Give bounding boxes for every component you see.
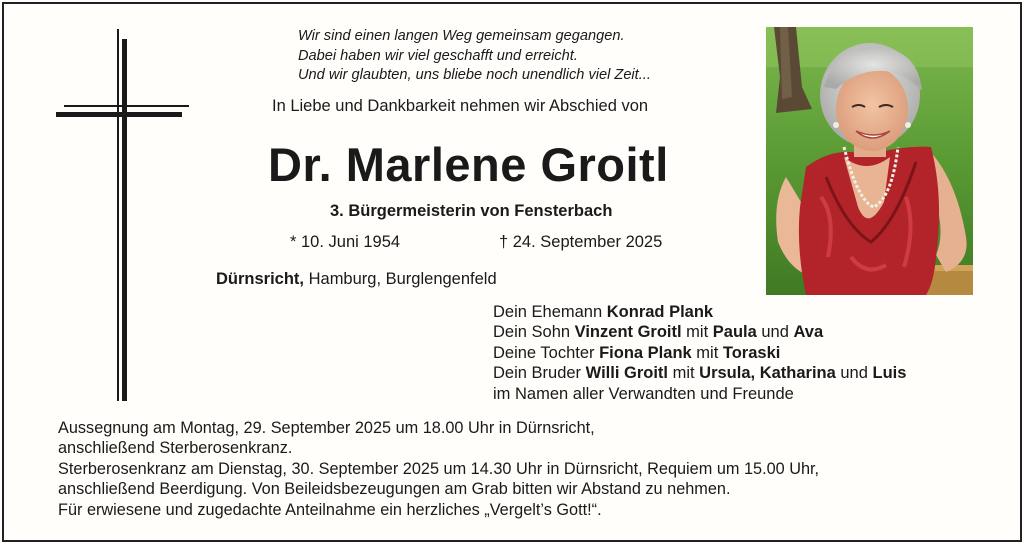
obituary-card xyxy=(2,2,1022,542)
family-name: Ursula, Katharina xyxy=(699,364,836,383)
portrait-illustration xyxy=(766,27,973,295)
family-name: Luis xyxy=(872,364,907,383)
intro-line: In Liebe und Dankbarkeit nehmen wir Abschied von xyxy=(272,97,649,115)
family-list xyxy=(493,302,906,404)
family-relation: Dein Bruder xyxy=(493,364,586,383)
service-line: Aussegnung am Montag, 29. September 2025 um 18.00 Uhr in Dürnsricht, xyxy=(58,419,595,437)
family-name: Vinzent Groitl xyxy=(574,323,682,342)
birth-date: * 10. Juni 1954 xyxy=(290,233,401,251)
family-relation: Deine Tochter xyxy=(493,343,600,362)
family-connector: mit xyxy=(668,364,700,383)
deceased-title: 3. Bürgermeisterin von Fensterbach xyxy=(330,202,613,220)
family-connector: und xyxy=(756,323,794,342)
cross-horizontal-thick xyxy=(56,112,182,117)
service-line: anschließend Sterberosenkranz. xyxy=(58,439,293,458)
place-primary: Dürnsricht, xyxy=(216,270,305,288)
places-secondary: Hamburg, Burglengenfeld xyxy=(304,270,497,288)
family-name: Toraski xyxy=(722,343,781,362)
family-line xyxy=(493,363,906,383)
cross-horizontal-thin xyxy=(64,105,189,107)
poem-line: Und wir glaubten, uns bliebe noch unendlich viel Zeit... xyxy=(298,67,651,83)
family-name: Paula xyxy=(712,323,757,342)
service-details xyxy=(58,418,998,520)
family-relation: Dein Ehemann xyxy=(493,303,607,321)
deceased-name: Dr. Marlene Groitl xyxy=(268,138,669,191)
family-line xyxy=(493,302,906,322)
service-line: Für erwiesene und zugedachte Anteilnahme ein herzliches „Vergelt’s Gott!“. xyxy=(58,500,602,519)
family-name: Konrad Plank xyxy=(606,303,714,321)
family-relation: Dein Sohn xyxy=(493,323,575,342)
places-line xyxy=(216,270,497,289)
family-line xyxy=(493,343,906,363)
service-line: Sterberosenkranz am Dienstag, 30. September 2025 um 14.30 Uhr in Dürnsricht, Requiem um 15.00 Uhr, xyxy=(58,459,820,478)
family-name: Willi Groitl xyxy=(585,364,668,383)
poem-line: Dabei haben wir viel geschafft und erreicht. xyxy=(298,47,578,64)
family-name: Fiona Plank xyxy=(599,343,692,362)
death-date: † 24. September 2025 xyxy=(499,233,663,251)
family-line xyxy=(493,322,906,342)
family-connector: und xyxy=(835,364,873,383)
family-name: Ava xyxy=(793,323,824,342)
family-connector: mit xyxy=(681,323,713,342)
portrait-photo xyxy=(766,27,973,295)
poem-line: Wir sind einen langen Weg gemeinsam gegangen. xyxy=(298,28,625,44)
family-closing: im Namen aller Verwandten und Freunde xyxy=(493,384,794,403)
poem xyxy=(298,27,758,86)
cross-vertical-thin xyxy=(117,29,119,401)
family-connector: mit xyxy=(691,343,723,362)
cross-vertical-thick xyxy=(122,39,127,401)
service-line: anschließend Beerdigung. Von Beileidsbezeugungen am Grab bitten wir Abstand zu nehmen. xyxy=(58,480,731,499)
